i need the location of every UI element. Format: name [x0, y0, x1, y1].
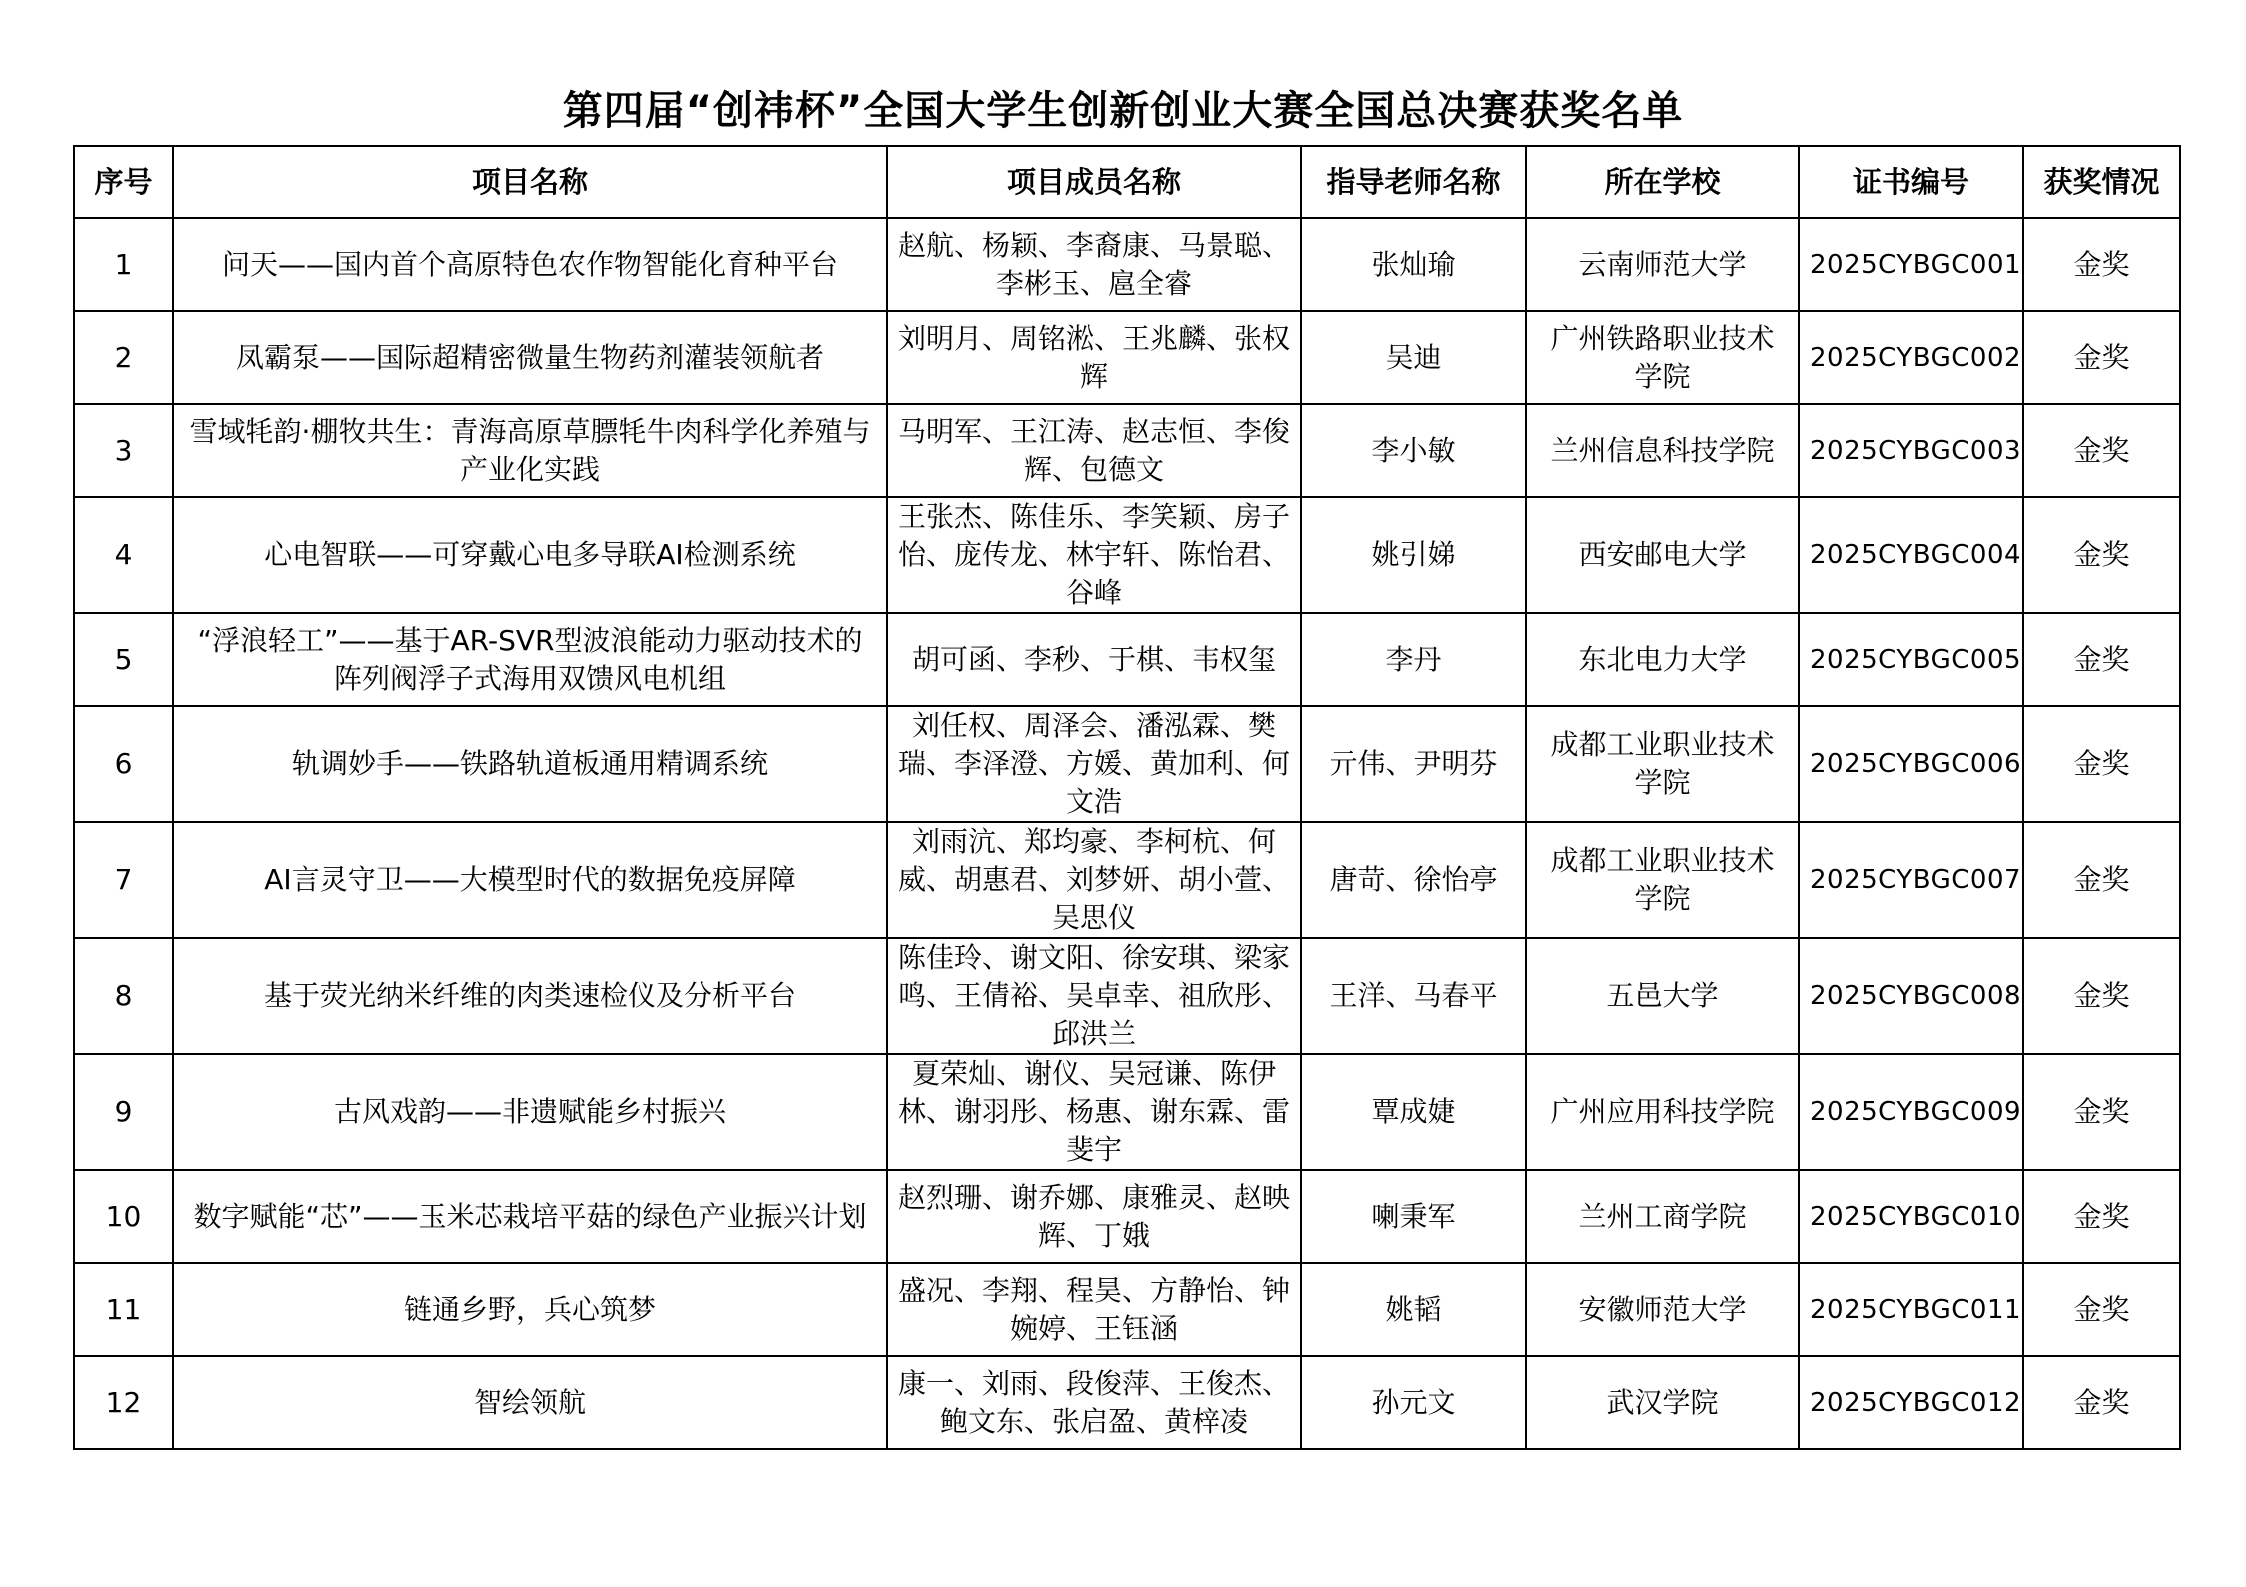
- cell-school: 成都工业职业技术学院: [1526, 706, 1799, 822]
- header-members: 项目成员名称: [887, 146, 1301, 218]
- cell-school: 云南师范大学: [1526, 218, 1799, 311]
- cell-index: 6: [74, 706, 173, 822]
- cell-members: 赵航、杨颖、李裔康、马景聪、李彬玉、扈全睿: [887, 218, 1301, 311]
- header-school: 所在学校: [1526, 146, 1799, 218]
- cell-project-name: 基于荧光纳米纤维的肉类速检仪及分析平台: [173, 938, 887, 1054]
- cell-award: 金奖: [2023, 497, 2180, 613]
- cell-certificate-number: 2025CYBGC010: [1799, 1170, 2023, 1263]
- cell-school: 安徽师范大学: [1526, 1263, 1799, 1356]
- page-title: 第四届“创祎杯”全国大学生创新创业大赛全国总决赛获奖名单: [562, 88, 1684, 134]
- cell-advisor: 李小敏: [1301, 404, 1526, 497]
- cell-members: 王张杰、陈佳乐、李笑颖、房子怡、庞传龙、林宇轩、陈怡君、谷峰: [887, 497, 1301, 613]
- cell-project-name: 凤霸泵——国际超精密微量生物药剂灌装领航者: [173, 311, 887, 404]
- cell-project-name: 智绘领航: [173, 1356, 887, 1449]
- cell-members: 马明军、王江涛、赵志恒、李俊辉、包德文: [887, 404, 1301, 497]
- cell-advisor: 亓伟、尹明芬: [1301, 706, 1526, 822]
- cell-index: 1: [74, 218, 173, 311]
- cell-award: 金奖: [2023, 938, 2180, 1054]
- cell-project-name: 数字赋能“芯”——玉米芯栽培平菇的绿色产业振兴计划: [173, 1170, 887, 1263]
- cell-certificate-number: 2025CYBGC011: [1799, 1263, 2023, 1356]
- cell-members: 赵烈珊、谢乔娜、康雅灵、赵映辉、丁娥: [887, 1170, 1301, 1263]
- table-row: [74, 1356, 2180, 1449]
- award-table: [73, 145, 2181, 1450]
- cell-award: 金奖: [2023, 311, 2180, 404]
- table-row: [74, 938, 2180, 1054]
- table-row: [74, 1263, 2180, 1356]
- table-row: [74, 613, 2180, 706]
- cell-members: 夏荣灿、谢仪、吴冠谦、陈伊林、谢羽彤、杨惠、谢东霖、雷斐宇: [887, 1054, 1301, 1170]
- table-header-row: [74, 146, 2180, 218]
- cell-index: 9: [74, 1054, 173, 1170]
- cell-members: 胡可函、李秒、于棋、韦权玺: [887, 613, 1301, 706]
- cell-advisor: 喇秉军: [1301, 1170, 1526, 1263]
- cell-index: 4: [74, 497, 173, 613]
- cell-project-name: “浮浪轻工”——基于AR-SVR型波浪能动力驱动技术的阵列阀浮子式海用双馈风电机组: [173, 613, 887, 706]
- cell-certificate-number: 2025CYBGC005: [1799, 613, 2023, 706]
- cell-school: 五邑大学: [1526, 938, 1799, 1054]
- cell-certificate-number: 2025CYBGC006: [1799, 706, 2023, 822]
- cell-project-name: 古风戏韵——非遗赋能乡村振兴: [173, 1054, 887, 1170]
- cell-project-name: 轨调妙手——铁路轨道板通用精调系统: [173, 706, 887, 822]
- header-award: 获奖情况: [2023, 146, 2180, 218]
- cell-advisor: 覃成婕: [1301, 1054, 1526, 1170]
- cell-certificate-number: 2025CYBGC001: [1799, 218, 2023, 311]
- cell-award: 金奖: [2023, 1356, 2180, 1449]
- cell-certificate-number: 2025CYBGC003: [1799, 404, 2023, 497]
- table-row: [74, 822, 2180, 938]
- cell-school: 东北电力大学: [1526, 613, 1799, 706]
- cell-project-name: 雪域牦韵·棚牧共生：青海高原草膘牦牛肉科学化养殖与产业化实践: [173, 404, 887, 497]
- cell-award: 金奖: [2023, 404, 2180, 497]
- cell-project-name: 心电智联——可穿戴心电多导联AI检测系统: [173, 497, 887, 613]
- cell-school: 广州铁路职业技术学院: [1526, 311, 1799, 404]
- cell-award: 金奖: [2023, 613, 2180, 706]
- cell-school: 西安邮电大学: [1526, 497, 1799, 613]
- table-row: [74, 1170, 2180, 1263]
- cell-award: 金奖: [2023, 822, 2180, 938]
- cell-award: 金奖: [2023, 1263, 2180, 1356]
- cell-certificate-number: 2025CYBGC002: [1799, 311, 2023, 404]
- cell-advisor: 姚韬: [1301, 1263, 1526, 1356]
- table-row: [74, 1054, 2180, 1170]
- cell-members: 刘任权、周泽会、潘泓霖、樊瑞、李泽澄、方媛、黄加利、何文浩: [887, 706, 1301, 822]
- cell-index: 8: [74, 938, 173, 1054]
- cell-advisor: 王洋、马春平: [1301, 938, 1526, 1054]
- table-row: [74, 311, 2180, 404]
- cell-certificate-number: 2025CYBGC008: [1799, 938, 2023, 1054]
- cell-project-name: 问天——国内首个高原特色农作物智能化育种平台: [173, 218, 887, 311]
- cell-award: 金奖: [2023, 1054, 2180, 1170]
- cell-index: 3: [74, 404, 173, 497]
- cell-project-name: AI言灵守卫——大模型时代的数据免疫屏障: [173, 822, 887, 938]
- cell-advisor: 李丹: [1301, 613, 1526, 706]
- cell-index: 12: [74, 1356, 173, 1449]
- cell-school: 广州应用科技学院: [1526, 1054, 1799, 1170]
- cell-advisor: 吴迪: [1301, 311, 1526, 404]
- cell-index: 11: [74, 1263, 173, 1356]
- cell-advisor: 孙元文: [1301, 1356, 1526, 1449]
- table-row: [74, 497, 2180, 613]
- cell-award: 金奖: [2023, 218, 2180, 311]
- cell-index: 10: [74, 1170, 173, 1263]
- cell-certificate-number: 2025CYBGC009: [1799, 1054, 2023, 1170]
- table-row: [74, 404, 2180, 497]
- cell-school: 兰州工商学院: [1526, 1170, 1799, 1263]
- cell-index: 7: [74, 822, 173, 938]
- header-certificate-number: 证书编号: [1799, 146, 2023, 218]
- cell-members: 康一、刘雨、段俊萍、王俊杰、鲍文东、张启盈、黄梓凌: [887, 1356, 1301, 1449]
- header-index: 序号: [74, 146, 173, 218]
- cell-advisor: 姚引娣: [1301, 497, 1526, 613]
- cell-members: 刘明月、周铭淞、王兆麟、张权辉: [887, 311, 1301, 404]
- cell-award: 金奖: [2023, 706, 2180, 822]
- cell-school: 兰州信息科技学院: [1526, 404, 1799, 497]
- cell-advisor: 唐苛、徐怡亭: [1301, 822, 1526, 938]
- cell-school: 武汉学院: [1526, 1356, 1799, 1449]
- cell-members: 刘雨沆、郑均豪、李柯杭、何威、胡惠君、刘梦妍、胡小萱、吴思仪: [887, 822, 1301, 938]
- cell-certificate-number: 2025CYBGC012: [1799, 1356, 2023, 1449]
- header-advisor: 指导老师名称: [1301, 146, 1526, 218]
- cell-project-name: 链通乡野，兵心筑梦: [173, 1263, 887, 1356]
- cell-members: 陈佳玲、谢文阳、徐安琪、梁家鸣、王倩裕、吴卓幸、祖欣彤、邱洪兰: [887, 938, 1301, 1054]
- cell-index: 5: [74, 613, 173, 706]
- cell-advisor: 张灿瑜: [1301, 218, 1526, 311]
- cell-members: 盛况、李翔、程昊、方静怡、钟婉婷、王钰涵: [887, 1263, 1301, 1356]
- cell-certificate-number: 2025CYBGC007: [1799, 822, 2023, 938]
- cell-award: 金奖: [2023, 1170, 2180, 1263]
- table-row: [74, 706, 2180, 822]
- table-row: [74, 218, 2180, 311]
- cell-certificate-number: 2025CYBGC004: [1799, 497, 2023, 613]
- cell-school: 成都工业职业技术学院: [1526, 822, 1799, 938]
- header-project-name: 项目名称: [173, 146, 887, 218]
- cell-index: 2: [74, 311, 173, 404]
